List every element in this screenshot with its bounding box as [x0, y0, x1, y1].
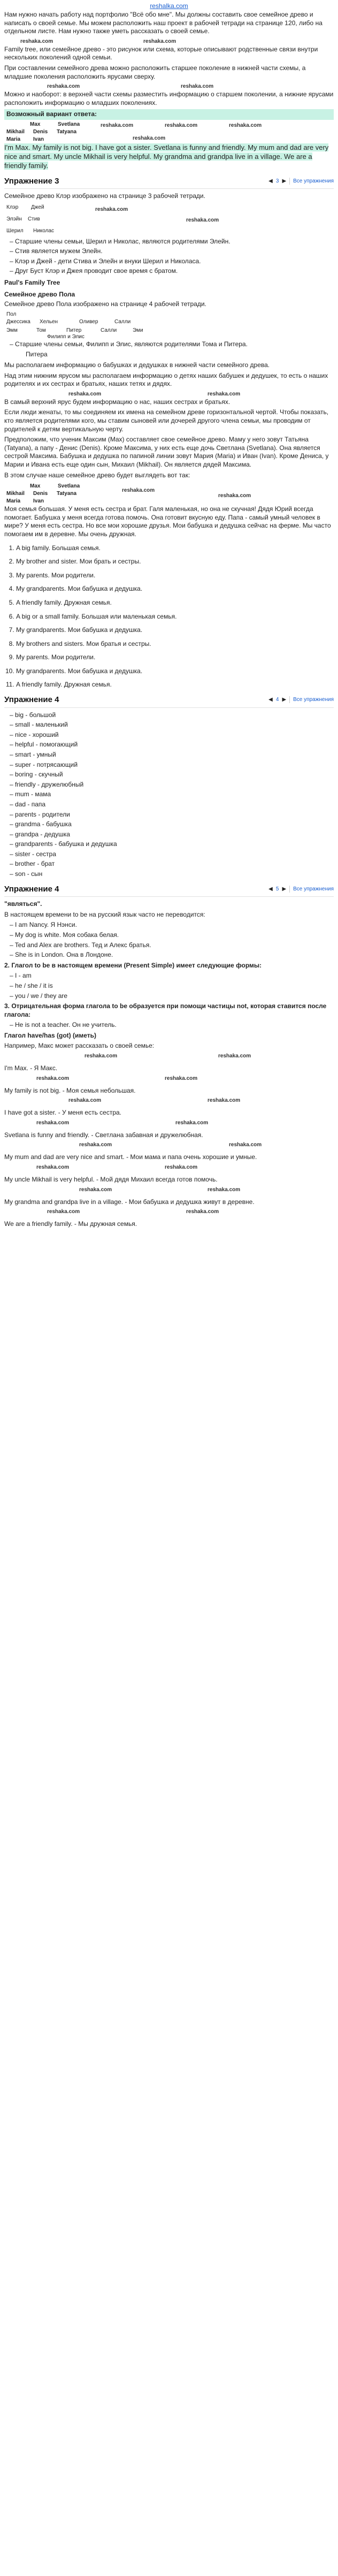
list-item: – Старшие члены семьи, Шерил и Николас, являются родителями Элейн.: [10, 238, 334, 246]
klar-list: [4, 238, 334, 276]
watermark: reshaka.com: [208, 391, 241, 397]
watermark-row: [4, 1208, 334, 1216]
ex5-paragraph: Например, Макс может рассказать о своей семье:: [4, 1042, 155, 1050]
tree-name: Питер: [66, 327, 82, 333]
exercise-number: 3: [275, 178, 279, 184]
watermark: reshaka.com: [79, 1142, 112, 1148]
ex3-paragraph: Предположим, что ученик Максим (Max) составляет свое семейное древо. Маму у него зовут Татьяна (Tatyana), а папу - Денис (Denis). Кроме Максима, у них есть еще дочь Светлана (Svetlana). Она является сестрой Максима. Бабушка и дедушка по папиной линии зовут Мария (Maria) и Иван (Ivan). Кроме Дениса, у Марии и Ивана есть еще один сын, Михаил (Mikhail). Он является дядей Максима.: [4, 436, 329, 468]
site-logo[interactable]: reshalka.com: [150, 2, 188, 10]
ex3-paragraph: Над этим нижним ярусом мы располагаем информацию о детях наших бабушек и дедушек, то есть о наших родителях и их сестрах и братьях, наших тетях и дядях.: [4, 371, 328, 388]
next-arrow-icon[interactable]: ▶: [282, 697, 287, 703]
list-item: – son - сын: [10, 870, 334, 879]
tree-name: Салли: [114, 318, 131, 325]
list-item: – My dog is white. Моя собака белая.: [10, 931, 334, 940]
max-item: My family is not big. - Моя семья небольшая.: [4, 1086, 136, 1094]
next-arrow-icon[interactable]: ▶: [282, 178, 287, 184]
watermark: reshaka.com: [20, 38, 53, 44]
tree-name: Denis: [33, 128, 48, 135]
tree-name: Max: [30, 121, 41, 127]
list-item: – sister - сестра: [10, 850, 334, 859]
watermark: reshaka.com: [36, 1119, 70, 1126]
list-item: – grandpa - дедушка: [10, 830, 334, 839]
paul-title: Paul's Family Tree: [4, 279, 60, 287]
ex3-paragraph: В самый верхний ярус будем информацию о нас, наших сестрах и братьях.: [4, 398, 231, 406]
intro-paragraph: Нам нужно начать работу над портфолио "Всё обо мне". Мы должны составить свое семейное древо и написать о своей семье. Мы можем расположить наш проект в рабочей тетради на странице 120, либо на отдельном листе. Нам нужно также уметь рассказать о своей семье.: [4, 11, 322, 35]
tree-name: Эми: [133, 327, 143, 333]
klar-tree: [4, 203, 334, 236]
case-tree: [4, 482, 334, 505]
tree-name: Svetlana: [58, 121, 80, 127]
intro-paragraph: При составлении семейного древа можно расположить старшее поколение в нижней части схемы, а младшие поколения расположить ярусами сверху.: [4, 64, 306, 80]
watermark: reshaka.com: [36, 1075, 70, 1081]
list-item: – grandparents - бабушка и дедушка: [10, 840, 334, 849]
ex4-words: [4, 711, 334, 879]
watermark: reshaka.com: [122, 487, 155, 494]
list-item: – big - большой: [10, 711, 334, 720]
family-tree: [4, 120, 334, 143]
all-exercises-link[interactable]: Все упражнения: [289, 178, 334, 185]
watermark: reshaka.com: [133, 135, 166, 141]
watermark: reshaka.com: [165, 122, 198, 128]
watermark-row: [4, 83, 334, 90]
watermark-row: [4, 1141, 334, 1149]
ex3-paragraph: Мы располагаем информацию о бабушках и дедушках в нижней части семейного древа.: [4, 361, 270, 369]
ex5-word: "являться".: [4, 900, 42, 908]
watermark: reshaka.com: [47, 83, 80, 90]
ex3-paragraph: Семейное древо Клэр изображено на странице 3 рабочей тетради.: [4, 192, 205, 200]
list-item: – small - маленький: [10, 721, 334, 729]
watermark: reshaka.com: [68, 1098, 102, 1104]
watermark: reshaka.com: [47, 1209, 80, 1215]
exercise-4-header: [4, 695, 334, 708]
answer-text: I'm Max. My family is not big. I have got a sister. Svetlana is funny and friendly. My mum and dad are very nice and smart. My uncle Mikhail is very helpful. My grandma and grandpa live in a village. We are a friendly family.: [4, 143, 329, 170]
list-item: 3. My parents. Мои родители.: [16, 571, 334, 580]
watermark-row: [4, 1075, 334, 1083]
max-item: My uncle Mikhail is very helpful. - Мой дядя Михаил всегда готов помочь.: [4, 1176, 218, 1184]
watermark-row: [4, 1119, 334, 1127]
tree-name: Элэйн: [6, 216, 22, 222]
paul-subtitle: Семейное древо Пола: [4, 290, 75, 298]
paul-tree: [4, 311, 334, 339]
list-item: – he / she / it is: [10, 982, 334, 990]
ex5-havegot: Глагол have/has (got) (иметь): [4, 1031, 97, 1039]
exercise-title: Упражнение 4: [4, 884, 59, 894]
intro-paragraph: Family tree, или семейное древо - это рисунок или схема, которые описывают родственные связи внутри нескольких поколений одной семьи.: [4, 45, 318, 62]
tree-name: Салли: [101, 327, 117, 333]
list-item: – He is not a teacher. Он не учитель.: [10, 1021, 334, 1030]
tree-name: Эмм: [6, 327, 18, 333]
site-header: [0, 0, 338, 11]
tree-name: Шерил: [6, 227, 24, 234]
watermark: reshaka.com: [229, 122, 262, 128]
tree-name: Джессика: [6, 318, 30, 325]
tree-name: Хельен: [40, 318, 58, 325]
list-item: – nice - хороший: [10, 731, 334, 740]
list-item: – Старшие члены семьи, Филипп и Элис, являются родителями Тома и Питера.: [10, 340, 334, 349]
tree-name: Maria: [6, 136, 21, 142]
list-item: – mum - мама: [10, 790, 334, 799]
tree-name: Tatyana: [57, 491, 77, 497]
tree-name: Стив: [28, 216, 40, 222]
intro-paragraph: Можно и наоборот: в верхней части схемы разместить информацию о старшем поколении, а нижние ярусами расположить информацию о младших поколениях.: [4, 90, 334, 106]
tree-name: Оливер: [79, 318, 98, 325]
ex5-paragraph: В настоящем времени to be на русский язык часто не переводится:: [4, 910, 205, 918]
watermark-row: [4, 1186, 334, 1194]
list-item: 7. My grandparents. Мои бабушка и дедушка.: [16, 626, 334, 635]
watermark: reshaka.com: [95, 206, 128, 212]
max-item: We are a friendly family. - Мы дружная семья.: [4, 1220, 137, 1228]
list-item: 8. My brothers and sisters. Мои братья и сестры.: [16, 640, 334, 649]
ex5-neg: [4, 1021, 334, 1030]
watermark-row: [4, 1164, 334, 1171]
tree-name: Клэр: [6, 204, 19, 210]
watermark: reshaka.com: [84, 1053, 118, 1060]
all-exercises-link[interactable]: Все упражнения: [289, 696, 334, 703]
tree-name: Mikhail: [6, 491, 25, 497]
list-item: 11. A friendly family. Дружная семья.: [16, 681, 334, 689]
max-item: Svetlana is funny and friendly. - Светлана забавная и дружелюбная.: [4, 1131, 203, 1139]
list-item: – parents - родители: [10, 811, 334, 819]
tree-name: Mikhail: [6, 128, 25, 135]
watermark: reshaka.com: [101, 122, 134, 128]
watermark: reshaka.com: [79, 1186, 112, 1193]
list-item: 10. My grandparents. Мои бабушка и дедушка.: [16, 667, 334, 676]
watermark: reshaka.com: [186, 217, 219, 223]
tree-name: Том: [36, 327, 46, 333]
watermark: reshaka.com: [143, 38, 176, 44]
list-item: 1. A big family. Большая семья.: [16, 544, 334, 553]
max-item: I'm Max. - Я Макс.: [4, 1064, 58, 1072]
all-exercises-link[interactable]: Все упражнения: [289, 886, 334, 893]
paul-list: [4, 340, 334, 349]
list-item: – dad - папа: [10, 801, 334, 809]
tree-name: Филипп и Элис: [47, 333, 84, 340]
prev-arrow-icon[interactable]: ◀: [268, 886, 273, 892]
paul-tail: Питера: [26, 350, 48, 359]
watermark: reshaka.com: [208, 1186, 241, 1193]
ex3-paragraph: Моя семья большая. У меня есть сестра и брат. Галя маленькая, но она не скучная! Дядя Юрий всегда помогает. Бабушка у меня всегда готова помочь. Она готовит вкусную еду. Папа - самый умный человек в мире? У меня есть сестра. Но все мои хорошие друзья. Мои бабушка и дедушка сейчас на ферме. Мы часто помогаем им в деревне. Мы очень дружная.: [4, 505, 331, 538]
list-item: – you / we / they are: [10, 992, 334, 1001]
tree-name: Tatyana: [57, 128, 77, 135]
list-item: – boring - скучный: [10, 771, 334, 779]
list-item: 2. My brother and sister. Мои брать и сестры.: [16, 558, 334, 566]
tree-name: Maria: [6, 498, 21, 505]
watermark-row: [4, 1097, 334, 1104]
tree-name: Ivan: [33, 498, 44, 505]
watermark: reshaka.com: [186, 1209, 219, 1215]
tree-name: Svetlana: [58, 483, 80, 490]
list-item: – I - am: [10, 972, 334, 980]
list-item: 6. A big or a small family. Большая или маленькая семья.: [16, 613, 334, 621]
exercise-number: 5: [275, 886, 279, 892]
watermark: reshaka.com: [68, 391, 102, 397]
prev-arrow-icon[interactable]: ◀: [268, 697, 273, 703]
watermark: reshaka.com: [229, 1142, 262, 1148]
tree-name: Николас: [33, 227, 55, 234]
ex5-examples: [4, 921, 334, 959]
watermark: reshaka.com: [218, 493, 251, 499]
list-item: – super - потрясающий: [10, 761, 334, 769]
list-item: – Клэр и Джей - дети Стива и Элейн и внуки Шерил и Николаса.: [10, 257, 334, 266]
exercise-title: Упражнение 4: [4, 695, 59, 705]
prev-arrow-icon[interactable]: ◀: [268, 178, 273, 184]
list-item: – She is in London. Она в Лондоне.: [10, 951, 334, 959]
exercise-5-header: [4, 884, 334, 897]
list-item: – Ted and Alex are brothers. Тед и Алекс братья.: [10, 941, 334, 950]
answer-variant-label: Возможный вариант ответа:: [4, 109, 334, 120]
ex3-paragraph: В этом случае наше семейное древо будет выглядеть вот так:: [4, 471, 190, 479]
watermark: reshaka.com: [208, 1098, 241, 1104]
watermark: reshaka.com: [165, 1164, 198, 1171]
list-item: – I am Nancy. Я Нэнси.: [10, 921, 334, 929]
list-item: 9. My parents. Мои родители.: [16, 653, 334, 662]
ex5-forms: [4, 972, 334, 1000]
watermark-row: [4, 1053, 334, 1060]
exercise-number: 4: [275, 697, 279, 703]
tree-name: Джей: [31, 204, 44, 210]
content: [0, 11, 338, 1229]
exercise-nav: [268, 886, 334, 893]
watermark: reshaka.com: [36, 1164, 70, 1171]
list-item: – Друг Буст Клэр и Джея проводит свое время с братом.: [10, 267, 334, 276]
max-item: My mum and dad are very nice and smart. - Мои мама и папа очень хорошие и умные.: [4, 1153, 257, 1161]
ex5-rule: 2. Глагол to be в настоящем времени (Present Simple) имеет следующие формы:: [4, 961, 262, 969]
list-item: – smart - умный: [10, 751, 334, 759]
list-item: – Стив является мужем Элейн.: [10, 247, 334, 256]
exercise-nav: [268, 178, 334, 185]
list-item: – grandma - бабушка: [10, 820, 334, 829]
ex3-paragraph: Семейное древо Пола изображено на странице 4 рабочей тетради.: [4, 300, 206, 308]
list-item: 4. My grandparents. Мои бабушка и дедушка.: [16, 585, 334, 593]
watermark: reshaka.com: [175, 1119, 209, 1126]
ex3-paragraph: Если люди женаты, то мы соединяем их имена на семейном древе горизонтальной чертой. Чтобы показать, кто является родителями кого, мы ставим сыновей или дочерей другого члена семьи, мы проводим от родителей к детям вертикальную черту.: [4, 408, 329, 433]
ex3-items: [4, 544, 334, 690]
watermark: reshaka.com: [165, 1075, 198, 1081]
tree-name: Пол: [6, 311, 17, 317]
watermark: reshaka.com: [218, 1053, 251, 1060]
list-item: – friendly - дружелюбный: [10, 781, 334, 789]
tree-name: Ivan: [33, 136, 44, 142]
watermark: reshaka.com: [181, 83, 214, 90]
ex5-rule: 3. Отрицательная форма глагола to be образуется при помощи частицы not, которая ставится после глагола:: [4, 1002, 327, 1018]
watermark-row: [4, 38, 334, 45]
list-item: 5. A friendly family. Дружная семья.: [16, 599, 334, 607]
list-item: – brother - брат: [10, 860, 334, 868]
watermark-row: [4, 391, 334, 398]
list-item: – helpful - помогающий: [10, 741, 334, 749]
next-arrow-icon[interactable]: ▶: [282, 886, 287, 892]
exercise-nav: [268, 696, 334, 703]
exercise-title: Упражнение 3: [4, 176, 59, 186]
exercise-3-header: [4, 176, 334, 189]
max-item: I have got a sister. - У меня есть сестра.: [4, 1109, 121, 1117]
tree-name: Max: [30, 483, 41, 490]
max-item: My grandma and grandpa live in a village. - Мои бабушка и дедушка живут в деревне.: [4, 1198, 255, 1206]
tree-name: Denis: [33, 491, 48, 497]
